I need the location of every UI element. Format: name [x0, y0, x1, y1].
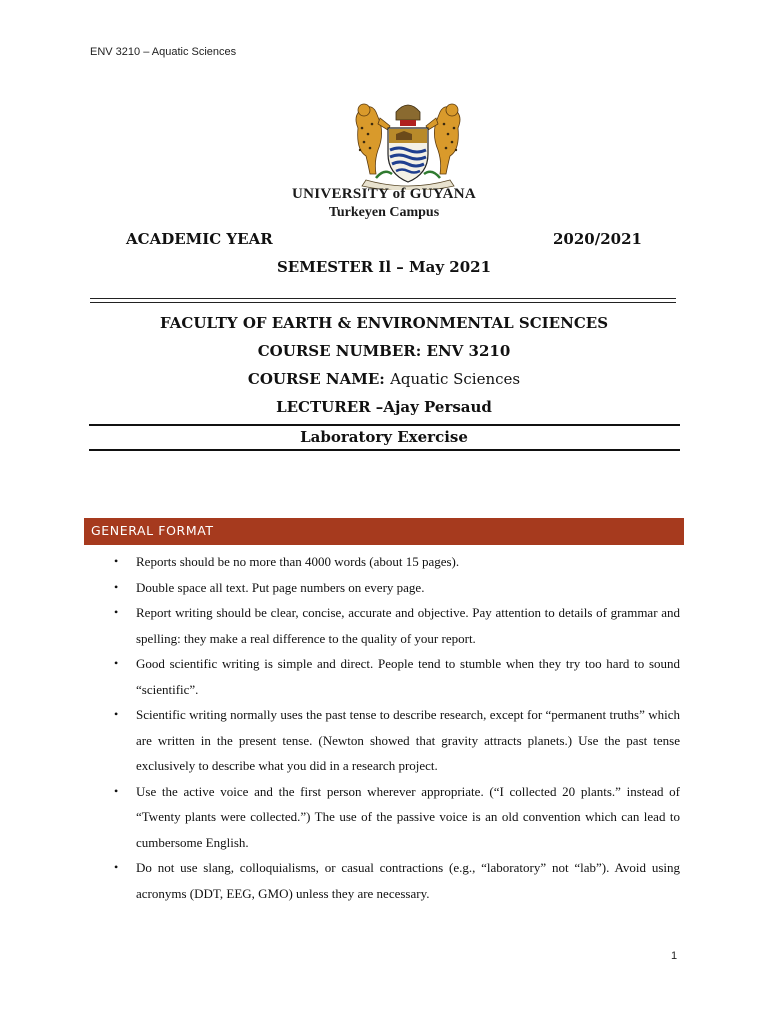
running-header: ENV 3210 – Aquatic Sciences [90, 46, 237, 58]
list-item [112, 855, 680, 906]
bullet-icon: • [114, 860, 119, 874]
bullet-icon: • [114, 783, 119, 798]
course-name-label: COURSE NAME: [247, 370, 385, 388]
section-heading-bar [84, 518, 684, 545]
title-rule-top [89, 424, 680, 426]
course-name [0, 370, 768, 388]
list-item [112, 549, 680, 575]
header-divider [90, 298, 676, 303]
list-item [112, 702, 680, 779]
list-item-text: Report writing should be clear, concise, accurate and objective. Pay attention to details of grammar and spelling: they make a real difference to the quality of your report. [136, 605, 680, 646]
list-item [112, 600, 680, 651]
list-item [112, 779, 680, 856]
university-name: UNIVERSITY of GUYANA [291, 186, 477, 202]
campus-name: Turkeyen Campus [328, 205, 440, 220]
course-name-value: Aquatic Sciences [390, 370, 521, 388]
list-item-text: Reports should be no more than 4000 words (about 15 pages). [136, 554, 460, 569]
format-guidelines-list [112, 549, 680, 906]
bullet-icon: • [114, 605, 119, 619]
course-number: COURSE NUMBER: ENV 3210 [257, 342, 511, 360]
academic-year-label: ACADEMIC YEAR [126, 230, 273, 248]
document-title: Laboratory Exercise [300, 428, 468, 446]
list-item-text: Scientific writing normally uses the past tense to describe research, except for “permanent truths” which are written in the present tense. (Newton showed that gravity attracts planets.) Use the past tense exclusively to describe what you did in a research project. [136, 707, 680, 773]
bullet-icon: • [114, 554, 119, 568]
list-item-text: Use the active voice and the first person wherever appropriate. (“I collected 20 plants.” instead of “Twenty plants were collected.”) The use of the passive voice is an old convention which can lead to cumbersome English. [136, 783, 680, 850]
bullet-icon: • [114, 707, 119, 721]
lecturer-name: LECTURER –Ajay Persaud [276, 398, 492, 416]
list-item-text: Good scientific writing is simple and direct. People tend to stumble when they try too hard to sound “scientific”. [136, 656, 680, 697]
list-item [112, 575, 680, 601]
bullet-icon: • [114, 656, 119, 670]
title-rule-bottom [89, 449, 680, 451]
university-crest-icon [336, 98, 480, 190]
semester-line: SEMESTER Il – May 2021 [276, 258, 492, 276]
faculty-name: FACULTY OF EARTH & ENVIRONMENTAL SCIENCES [159, 314, 609, 332]
section-heading: GENERAL FORMAT [91, 523, 214, 538]
list-item [112, 651, 680, 702]
list-item-text: Double space all text. Put page numbers on every page. [136, 579, 425, 595]
bullet-icon: • [114, 579, 119, 594]
page-number: 1 [671, 950, 678, 962]
list-item-text: Do not use slang, colloquialisms, or casual contractions (e.g., “laboratory” not “lab”). Avoid using acronyms (DDT, EEG, GMO) unless they are necessary. [136, 860, 680, 901]
academic-year-value: 2020/2021 [553, 230, 642, 248]
